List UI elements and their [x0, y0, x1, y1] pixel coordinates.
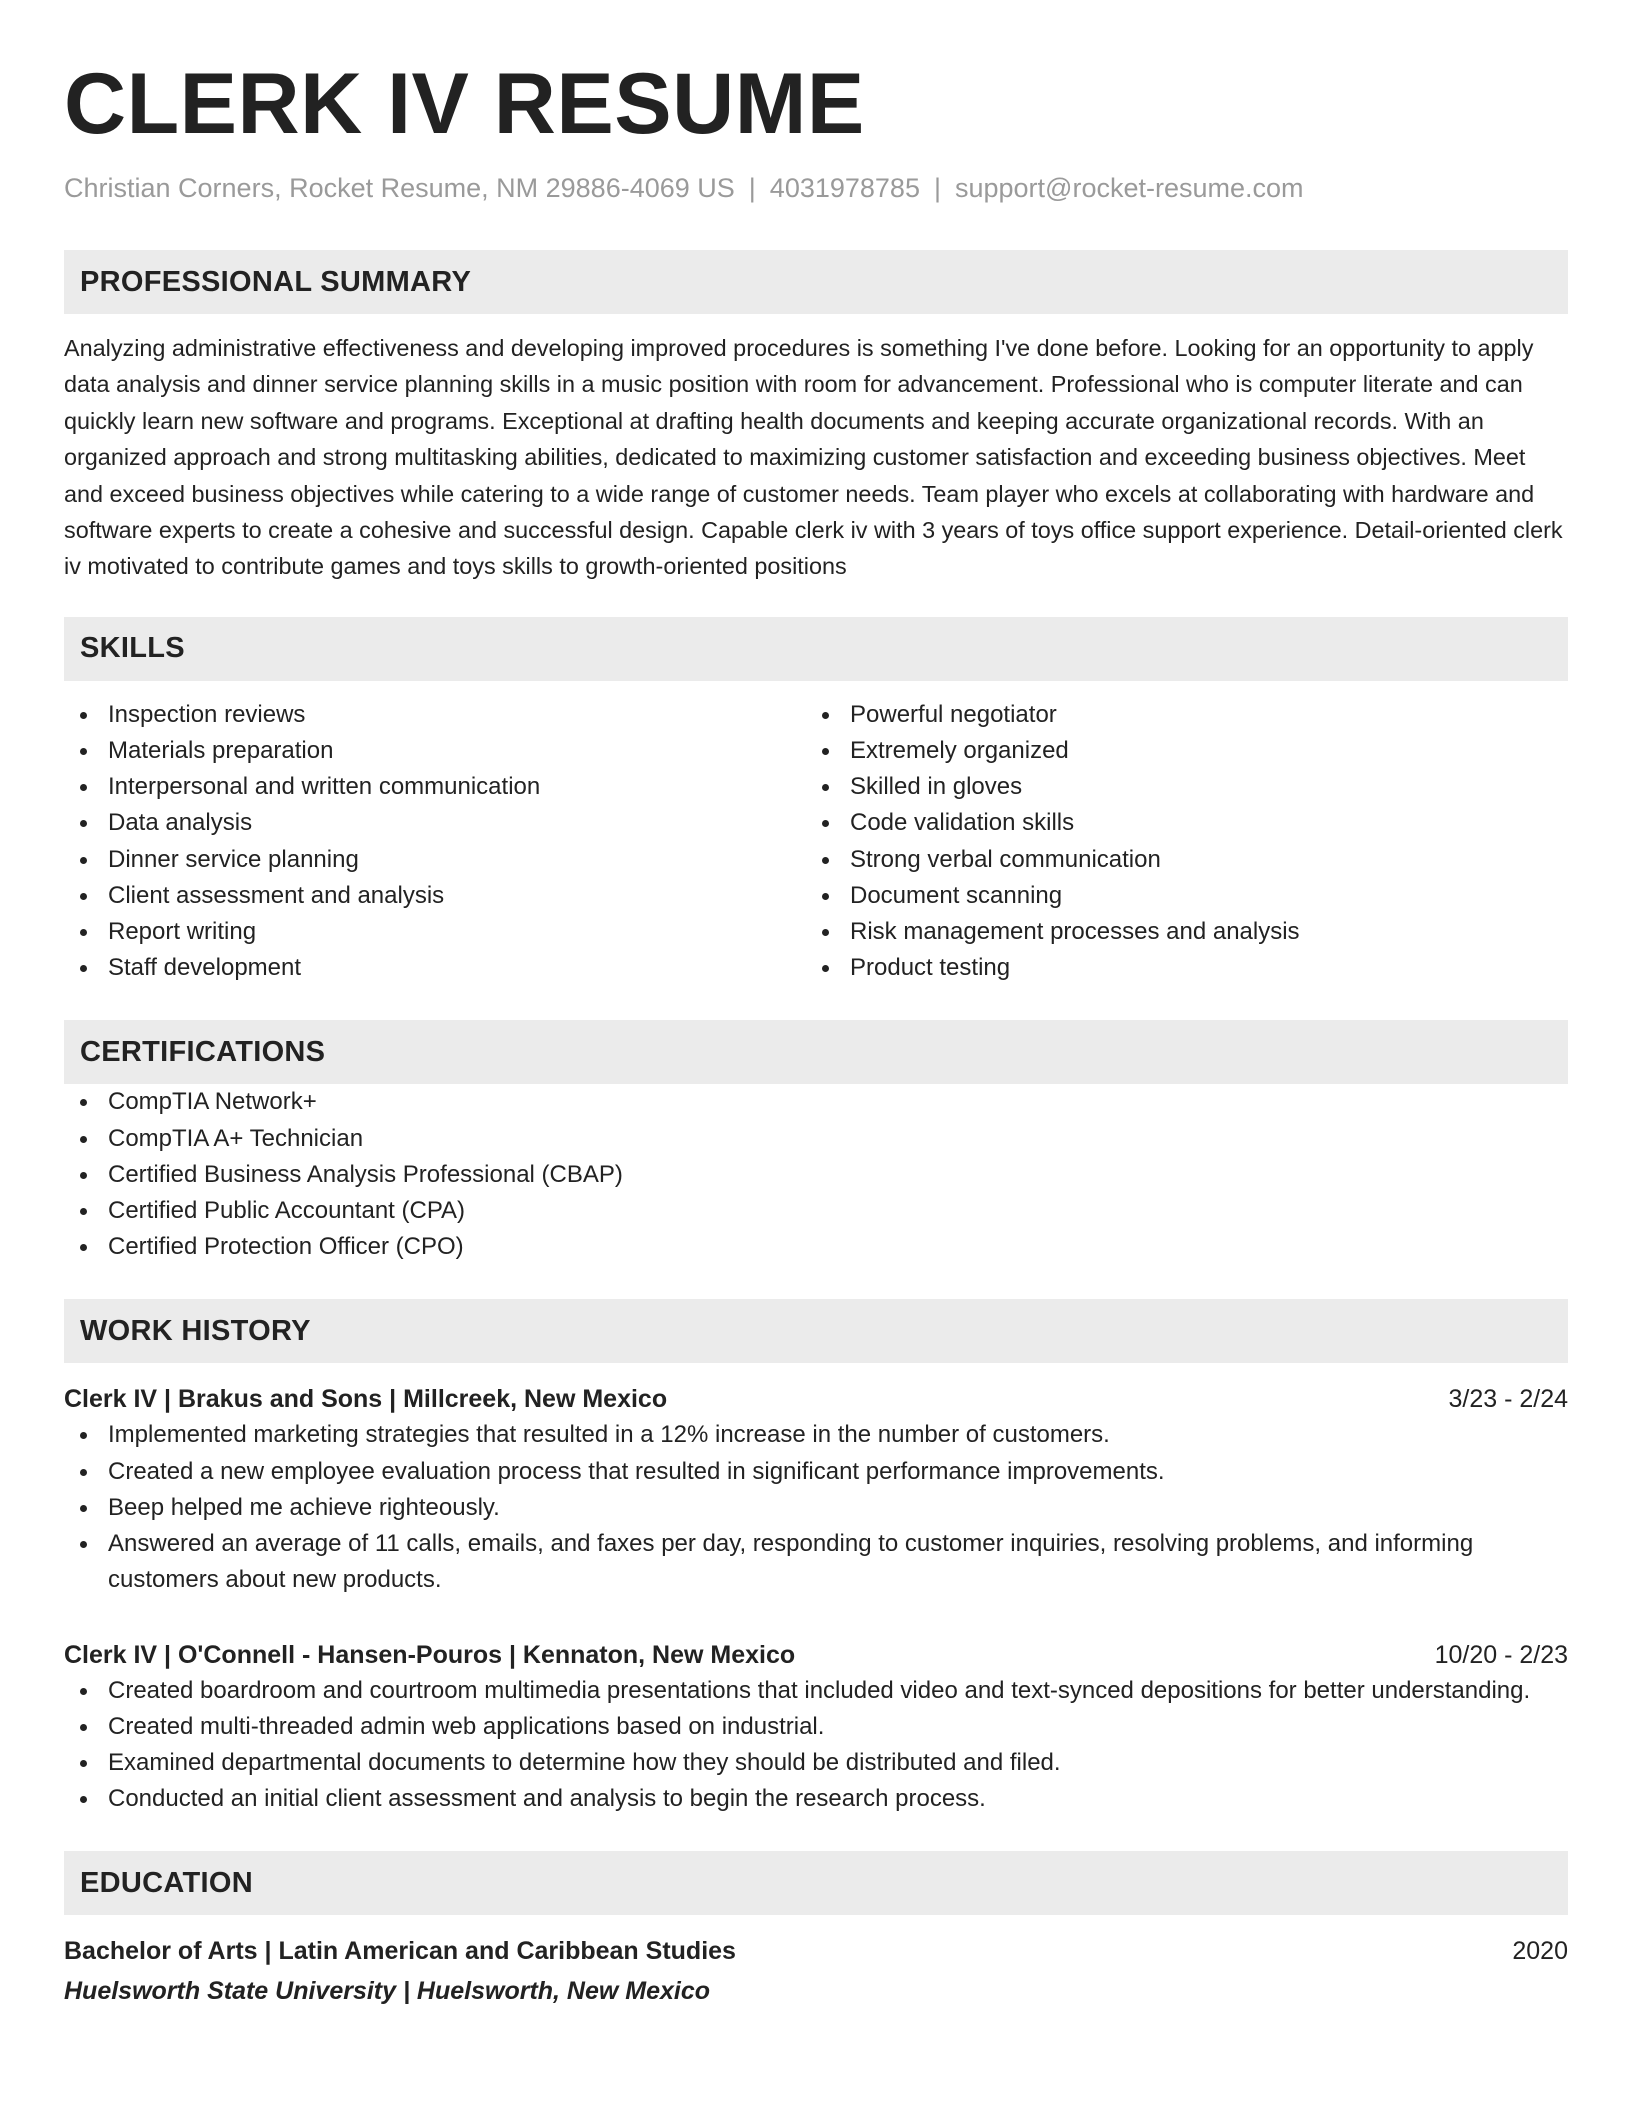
- job-duty: Created boardroom and courtroom multimedia presentations that included video and text-synced depositions for better understanding.: [64, 1673, 1568, 1709]
- job-title: Clerk IV | O'Connell - Hansen-Pouros | Kennaton, New Mexico: [64, 1640, 796, 1669]
- job-header: [64, 1381, 1568, 1417]
- certification-item: CompTIA Network+: [64, 1084, 1568, 1120]
- skill-item: Interpersonal and written communication: [64, 769, 806, 805]
- job-title: Clerk IV | Brakus and Sons | Millcreek, New Mexico: [64, 1385, 668, 1414]
- job-duty: Answered an average of 11 calls, emails, and faxes per day, responding to customer inquiries, resolving problems, and informing customers about new products.: [64, 1526, 1568, 1598]
- skills-section-header: [64, 617, 1568, 681]
- job-dates: 10/20 - 2/23: [1434, 1640, 1568, 1669]
- skill-item: Inspection reviews: [64, 697, 806, 733]
- skill-item: Strong verbal communication: [806, 842, 1548, 878]
- certifications-list: [64, 1084, 1568, 1265]
- education-section-header: [64, 1851, 1568, 1915]
- skill-item: Client assessment and analysis: [64, 878, 806, 914]
- summary-text: Analyzing administrative effectiveness and developing improved procedures is something I've done before. Looking for an opportunity to apply data analysis and dinner service planning skills in a music position with room for advancement. Professional who is computer literate and can quickly learn new software and programs. Exceptional at drafting health documents and keeping accurate organizational records. With an organized approach and strong multitasking abilities, dedicated to maximizing customer satisfaction and exceeding business objectives. Meet and exceed business objectives while catering to a wide range of customer needs. Team player who excels at collaborating with hardware and software experts to create a cohesive and successful design. Capable clerk iv with 3 years of toys office support experience. Detail-oriented clerk iv motivated to contribute games and toys skills to growth-oriented positions: [64, 335, 1563, 580]
- skill-item: Materials preparation: [64, 733, 806, 769]
- certification-item: Certified Public Accountant (CPA): [64, 1193, 1568, 1229]
- education-header: [64, 1933, 1568, 1969]
- job-duty: Created multi-threaded admin web applications based on industrial.: [64, 1709, 1568, 1745]
- contact-email[interactable]: support@rocket-resume.com: [954, 173, 1304, 203]
- skills-heading: SKILLS: [80, 632, 185, 665]
- education-heading: EDUCATION: [80, 1866, 253, 1899]
- education-school: Huelsworth State University | Huelsworth, New Mexico: [64, 1977, 711, 2006]
- job-duties-list: [64, 1673, 1568, 1818]
- resume-page: [64, 52, 1568, 2009]
- skill-item: Document scanning: [806, 878, 1548, 914]
- contact-line: [64, 170, 1568, 206]
- skills-column-left: [64, 697, 806, 987]
- education-year: 2020: [1512, 1937, 1568, 1966]
- job-duty: Implemented marketing strategies that resulted in a 12% increase in the number of customers.: [64, 1417, 1568, 1453]
- certification-item: CompTIA A+ Technician: [64, 1121, 1568, 1157]
- skill-item: Data analysis: [64, 805, 806, 841]
- skill-item: Risk management processes and analysis: [806, 914, 1548, 950]
- skill-item: Product testing: [806, 950, 1548, 986]
- certifications-section-header: [64, 1020, 1568, 1084]
- contact-phone: 4031978785: [769, 173, 920, 203]
- skill-item: Report writing: [64, 914, 806, 950]
- job-duty: Beep helped me achieve righteously.: [64, 1490, 1568, 1526]
- job-duty: Conducted an initial client assessment and analysis to begin the research process.: [64, 1781, 1568, 1817]
- job-dates: 3/23 - 2/24: [1448, 1385, 1568, 1414]
- resume-title: CLERK IV RESUME: [64, 56, 865, 152]
- job-entry: [64, 1381, 1568, 1598]
- skills-column-right: [806, 697, 1548, 987]
- contact-separator: |: [933, 173, 941, 203]
- job-duty: Created a new employee evaluation process that resulted in significant performance improvements.: [64, 1454, 1568, 1490]
- skill-item: Extremely organized: [806, 733, 1548, 769]
- certification-item: Certified Business Analysis Professional (CBAP): [64, 1157, 1568, 1193]
- job-duties-list: [64, 1417, 1568, 1598]
- job-duty: Examined departmental documents to determine how they should be distributed and filed.: [64, 1745, 1568, 1781]
- skill-item: Dinner service planning: [64, 842, 806, 878]
- skill-item: Powerful negotiator: [806, 697, 1548, 733]
- skill-item: Code validation skills: [806, 805, 1548, 841]
- education-degree: Bachelor of Arts | Latin American and Caribbean Studies: [64, 1937, 736, 1966]
- skill-item: Skilled in gloves: [806, 769, 1548, 805]
- certifications-heading: CERTIFICATIONS: [80, 1035, 326, 1068]
- skills-list: [64, 697, 1568, 987]
- work-history-section-header: [64, 1299, 1568, 1363]
- contact-address: Christian Corners, Rocket Resume, NM 29886-4069 US: [64, 173, 735, 203]
- job-header: [64, 1637, 1568, 1673]
- job-entry: [64, 1637, 1568, 1818]
- summary-heading: PROFESSIONAL SUMMARY: [80, 265, 472, 298]
- certification-item: Certified Protection Officer (CPO): [64, 1229, 1568, 1265]
- summary-section-header: [64, 250, 1568, 314]
- contact-separator: |: [748, 173, 756, 203]
- skill-item: Staff development: [64, 950, 806, 986]
- work-history-heading: WORK HISTORY: [80, 1314, 311, 1347]
